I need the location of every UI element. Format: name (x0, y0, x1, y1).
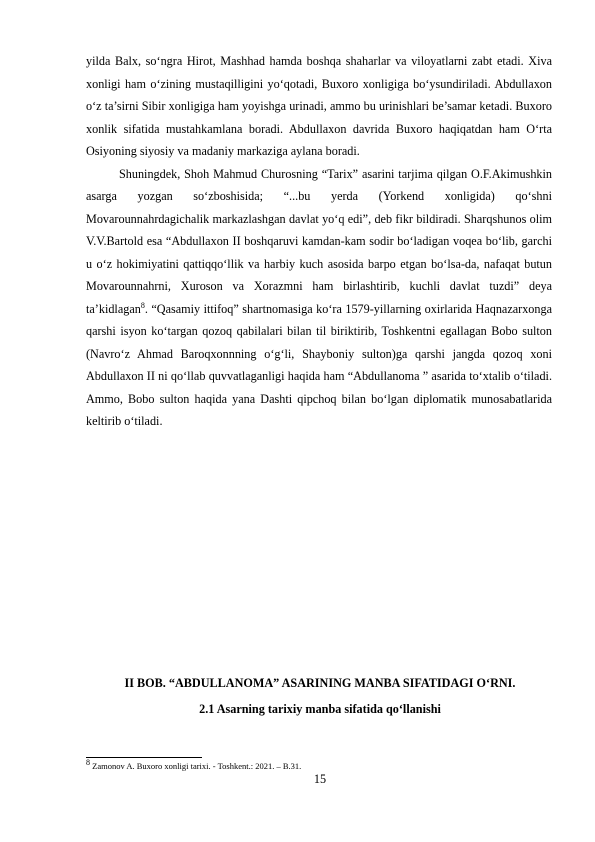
footnote-reference[interactable]: 8 (140, 300, 145, 310)
footnote (86, 758, 552, 772)
chapter-heading: II BOB. “ABDULLANOMA” ASARINING MANBA SIFATIDAGI O‘RNI. (124, 676, 516, 690)
body-text (86, 50, 552, 433)
paragraph-2-text-end: . “Qasamiy ittifoq” shartnomasiga ko‘ra 1579-yillarning oxirlarida Haqnazarxonga qarshi isyon ko‘targan qozoq qabilalari bilan til biriktirib, Toshkentni egallagan Bobo sulton (Navro‘z Ahmad Baroqxonnning o‘g‘li, Shayboniy sulton)ga qarshi jangda qozoq xoni Abdullaxon II ni qo‘llab quvvatlaganligi haqida ham “Abdullanoma ” asarida to‘xtalib o‘tiladi. Ammo, Bobo sulton haqida yana Dashti qipchoq bilan bo‘lgan diplomatik munosabatlarida keltirib o‘tiladi. (86, 301, 552, 428)
paragraph-2-text: Shuningdek, Shoh Mahmud Churosning “Tarix” asarini tarjima qilgan O.F.Akimushkin asarga yozgan so‘zboshisida; “...bu yerda (Yorkend xonligida) qo‘shni Movarounnahrdagichalik markazlashgan davlat yo‘q edi”, deb fikr bildiradi. Sharqshunos olim V.V.Bartold esa “Abdullaxon II boshqaruvi kamdan-kam sodir bo‘ladigan voqea bo‘lib, garchi u o‘z hokimiyatini qattiqqo‘llik va harbiy kuch asosida barpo etgan bo‘lsa-da, nafaqat butun Movarounnahrni, Xuroson va Xorazmni ham birlashtirib, kuchli davlat tuzdi” deya ta’kidlagan (86, 166, 552, 316)
footnote-text: Zamonov A. Buxoro xonligi tarixi. - Toshkent.: 2021. – B.31. (90, 761, 302, 771)
paragraph-2 (86, 163, 552, 433)
footnote-divider (86, 757, 202, 758)
section-heading: 2.1 Asarning tarixiy manba sifatida qo‘llanishi (199, 702, 441, 716)
page-number: 15 (313, 772, 327, 786)
paragraph-1: yilda Balx, so‘ngra Hirot, Mashhad hamda boshqa shaharlar va viloyatlarni zabt etadi. Xiva xonligi ham o‘zining mustaqilligini yo‘qotadi, Buxoro xonligiga bo‘ysundiriladi. Abdullaxon o‘z ta’sirni Sibir xonligiga ham yoyishga urinadi, ammo bu urinishlari be’samar ketadi. Buxoro xonlik sifatida mustahkamlana boradi. Abdullaxon davrida Buxoro haqiqatdan ham O‘rta Osiyoning siyosiy va madaniy markaziga aylana boradi. (86, 54, 552, 158)
footnote-number: 8 (86, 758, 90, 768)
